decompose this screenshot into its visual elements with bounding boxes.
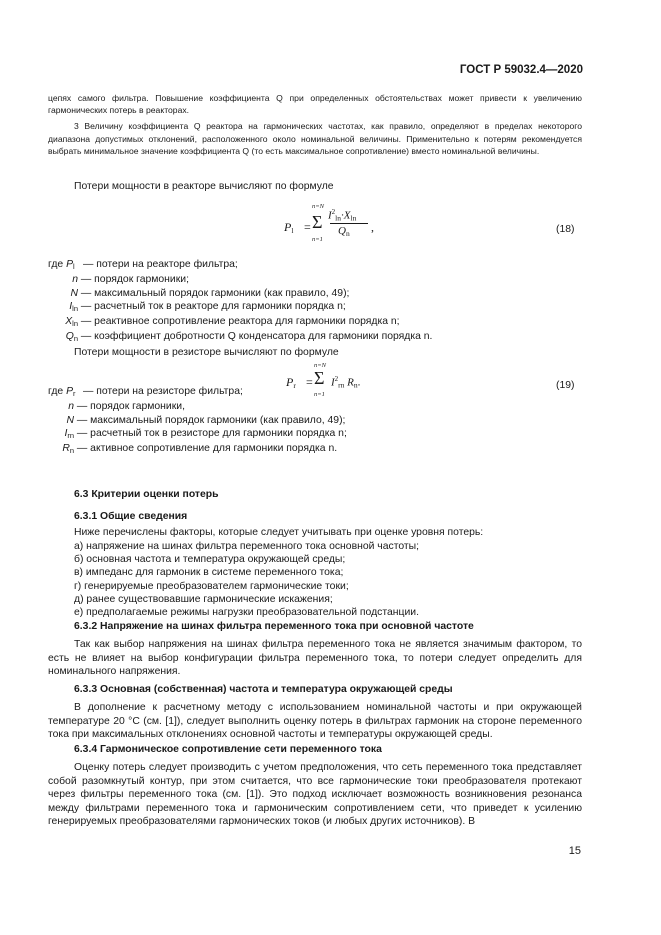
sum-upper-limit: n=N	[314, 362, 326, 369]
section-heading: 6.3.1 Общие сведения	[74, 511, 188, 522]
section-6-3-2	[48, 620, 582, 679]
list-item: в) импеданс для гармоник в системе переменного тока;	[74, 567, 344, 579]
section-paragraph: Так как выбор напряжения на шинах фильтра переменного тока не является значимым фактором, то есть не влияет на выбор конфигурации фильтра переменного тока, то потери следует определить для номинального напряжения.	[48, 639, 582, 678]
sum-lower-limit: n=1	[312, 236, 323, 243]
formula-lhs: $P_l$	[284, 220, 294, 235]
formula-equals: =	[306, 375, 313, 389]
where-item: N — максимальный порядок гармоники (как правило, 49);	[66, 414, 346, 426]
where-item: $R_n$ — активное сопротивление для гармоники порядка n.	[62, 443, 338, 456]
sum-sign: Σ	[312, 212, 323, 232]
formula-numerator: $I^2_{ln}\cdot X_{ln}$	[328, 208, 357, 223]
list-item: г) генерируемые преобразователем гармонические токи;	[74, 580, 349, 592]
section-6-3-4	[48, 743, 582, 828]
section-paragraph: В дополнение к расчетному методу с использованием номинальной частоты и при окружающей температуре 20 °С (см. [1]), следует выполнить оценку потерь в фильтрах гармоник на стороне переменного тока при максимальных отклонениях основной частоты и температуры окружающей среды.	[48, 702, 582, 741]
fraction-bar	[330, 223, 368, 224]
where-item: $X_{ln}$ — реактивное сопротивление реактора для гармоники порядка n;	[65, 316, 400, 329]
where-item: где $P_r$ — потери на резисторе фильтра;	[48, 386, 243, 398]
formula-equals: =	[304, 220, 311, 234]
note-paragraph: цепях самого фильтра. Повышение коэффициента Q при определенных обстоятельствах может привести к увеличению гармонических потерь в реакторах.	[48, 93, 582, 116]
reactor-intro-block	[48, 180, 582, 193]
section-6-3-3	[48, 683, 582, 742]
list-item: е) предполагаемые режимы нагрузки преобразовательной подстанции.	[74, 607, 419, 619]
notes-block	[48, 92, 582, 157]
resistor-where-list	[48, 385, 582, 457]
formula-term: $I^2_{rn}$ $R_n$.	[331, 375, 361, 390]
section-heading: 6.3.4 Гармоническое сопротивление сети переменного тока	[74, 744, 382, 755]
where-item: $I_{rn}$ — расчетный ток в резисторе для гармоники порядка n;	[64, 427, 347, 440]
formula-denominator: $Q_n$	[338, 225, 350, 238]
sum-sign: Σ	[314, 368, 325, 388]
formula-18	[284, 200, 384, 250]
list-item: б) основная частота и температура окружающей среды;	[74, 554, 346, 566]
where-item: N — максимальный порядок гармоники (как правило, 49);	[70, 287, 350, 299]
resistor-formula-intro: Потери мощности в резисторе вычисляют по формуле	[74, 346, 339, 358]
sum-upper-limit: n=N	[312, 203, 324, 210]
reactor-formula-intro: Потери мощности в реакторе вычисляют по формуле	[74, 181, 334, 192]
formula-end: ,	[371, 220, 374, 234]
section-6-3-1	[48, 510, 582, 620]
section-intro: Ниже перечислены факторы, которые следует учитывать при оценке уровня потерь:	[74, 527, 484, 539]
page-number: 15	[568, 845, 581, 857]
reactor-where-list	[48, 258, 582, 359]
section-heading: 6.3.3 Основная (собственная) частота и температура окружающей среды	[74, 684, 453, 695]
list-item: д) ранее существовавшие гармонические искажения;	[74, 594, 333, 605]
section-heading: 6.3.2 Напряжение на шинах фильтра переменного тока при основной частоте	[74, 621, 474, 632]
sum-lower-limit: n=1	[314, 391, 325, 398]
where-item: $I_{ln}$ — расчетный ток в реакторе для гармоники порядка n;	[69, 300, 346, 313]
note-paragraph: 3 Величину коэффициента Q реактора на гармонических частотах, как правило, определяют в пределах некоторого диапазона допустимых отклонений, расположенного около номинальной величины. Применительно к потерям рекомендуется выбрать минимальное значение коэффициента Q (то есть максимальное сопротивление) вместо номинальной величины.	[48, 121, 582, 156]
where-item: $Q_n$ — коэффициент добротности Q конденсатора для гармоники порядка n.	[65, 331, 433, 344]
section-paragraph: Оценку потерь следует производить с учетом предположения, что сеть переменного тока представляет собой разомкнутый контур, при этом считается, что все гармонические токи преобразователя протекают через фильтры переменного тока (см. [1]). Это подход исключает возможность возникновения резонанса между фильтрами переменного тока и гармоническим сопротивлением сети, что приведет к усилению генерируемых преобразователями гармонических токов (и любых других источников). В	[48, 762, 582, 828]
section-6-3	[48, 488, 582, 501]
where-item: n — порядок гармоники,	[68, 401, 185, 413]
formula-number: (18)	[556, 224, 575, 235]
formula-lhs: $P_r$	[286, 375, 296, 390]
formula-number: (19)	[556, 380, 575, 391]
list-item: а) напряжение на шинах фильтра переменного тока основной частоты;	[74, 540, 420, 552]
where-item: n — порядок гармоники;	[72, 274, 189, 286]
where-item: где $P_l$ — потери на реакторе фильтра;	[48, 259, 238, 271]
section-heading: 6.3 Критерии оценки потерь	[74, 489, 219, 500]
document-header: ГОСТ Р 59032.4—2020	[459, 64, 583, 76]
